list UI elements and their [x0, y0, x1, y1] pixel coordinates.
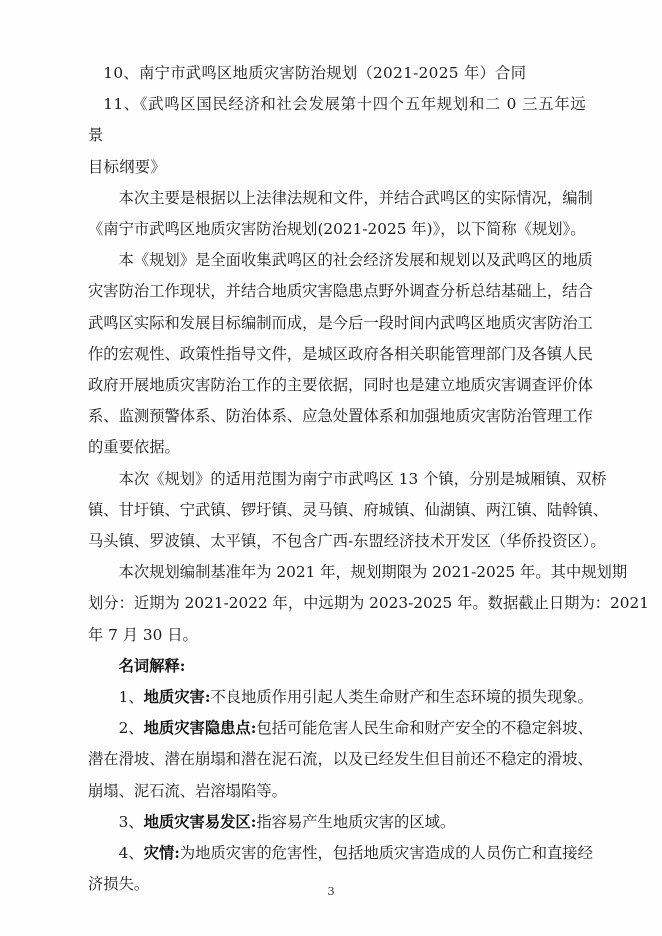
line-text: 作的宏观性、政策性指导文件，是城区政府各相关职能管理部门及各镇人民: [88, 344, 593, 363]
paragraph-basis: [88, 183, 593, 245]
glossary-heading: 名词解释:: [118, 656, 186, 675]
paragraph-line: [88, 308, 593, 339]
glossary-definition: 指容易产生地质灾害的区域。: [256, 812, 456, 831]
line-text: 马头镇、罗波镇、太平镇，不包含广西-东盟经济技术开发区（华侨投资区）。: [88, 532, 606, 551]
glossary-item-2: [88, 713, 593, 807]
glossary-definition: 为地质灾害的危害性，包括地质灾害造成的人员伤亡和直接经: [179, 844, 593, 863]
line-text: 划分：近期为 2021-2022 年，中远期为 2023-2025 年。数据截止日期为：2021: [88, 594, 649, 613]
line-text: 镇、甘圩镇、宁武镇、锣圩镇、灵马镇、府城镇、仙湖镇、两江镇、陆斡镇、: [88, 500, 609, 519]
line-text: 本次规划编制基准年为 2021 年，规划期限为 2021-2025 年。其中规划期: [118, 563, 628, 582]
glossary-line: [88, 682, 593, 713]
paragraph-line: [88, 245, 593, 276]
glossary-number: 4、: [118, 844, 144, 863]
list-item: [88, 58, 586, 89]
line-text: 武鸣区实际和发展目标编制而成，是今后一段时间内武鸣区地质灾害防治工: [88, 313, 593, 332]
line-text: 政府开展地质灾害防治工作的主要依据，同时也是建立地质灾害调查评价体: [88, 376, 593, 395]
paragraph-line: [88, 588, 649, 619]
paragraph-line: [88, 620, 586, 651]
glossary-item-3: [88, 807, 586, 838]
line-text: 的重要依据。: [88, 438, 180, 457]
glossary-line: [88, 807, 586, 838]
glossary-number: 3、: [118, 812, 144, 831]
line-text: 《南宁市武鸣区地质灾害防治规划(2021-2025 年)》，以下简称《规划》。: [88, 220, 586, 239]
glossary-item-1: [88, 682, 593, 713]
paragraph-line: [88, 339, 593, 370]
document-body: [88, 58, 649, 900]
glossary-definition: 包括可能危害人民生命和财产安全的不稳定斜坡、: [256, 719, 593, 738]
glossary-line: [88, 744, 593, 775]
line-text: 本次《规划》的适用范围为南宁市武鸣区 13 个镇，分别是城厢镇、双桥: [118, 469, 607, 488]
line-text: 年 7 月 30 日。: [88, 625, 198, 644]
paragraph-line: [88, 495, 609, 526]
line-text: 系、监测预警体系、防治体系、应急处置体系和加强地质灾害防治管理工作: [88, 407, 593, 426]
glossary-term: 地质灾害易发区:: [143, 812, 257, 831]
page-number: 3: [327, 884, 335, 898]
paragraph-line: [88, 276, 593, 307]
list-item-text: 11、《武鸣区国民经济和社会发展第十四个五年规划和二 0 三五年远景: [88, 95, 586, 145]
list-item-continuation: [88, 152, 586, 183]
paragraph-line: [88, 526, 606, 557]
glossary-line: [88, 776, 586, 807]
glossary-number: 2、: [118, 719, 144, 738]
paragraph-line: [88, 557, 628, 588]
glossary-definition: 不良地质作用引起人类生命财产和生态环境的损失现象。: [210, 688, 593, 707]
list-item: [88, 89, 586, 151]
list-item-text: 目标纲要》: [88, 157, 167, 176]
line-text: 本《规划》是全面收集武鸣区的社会经济发展和规划以及武鸣区的地质: [118, 251, 593, 270]
glossary-term: 地质灾害隐患点:: [143, 719, 257, 738]
paragraph-line: [88, 214, 586, 245]
paragraph-line: [88, 183, 593, 214]
glossary-term: 灾情:: [143, 844, 180, 863]
glossary-number: 1、: [118, 688, 144, 707]
paragraph-line: [88, 401, 593, 432]
line-text: 灾害防治工作现状，并结合地质灾害隐患点野外调查分析总结基础上，结合: [88, 282, 593, 301]
glossary-definition: 济损失。: [88, 875, 150, 894]
glossary-line: [88, 838, 593, 869]
glossary-line: [88, 713, 593, 744]
paragraph-line: [88, 370, 593, 401]
line-text: 本次主要是根据以上法律法规和文件，并结合武鸣区的实际情况，编制: [118, 188, 593, 207]
glossary-term: 地质灾害:: [143, 688, 211, 707]
glossary-definition: 潜在滑坡、潜在崩塌和潜在泥石流，以及已经发生但目前还不稳定的滑坡、: [88, 750, 593, 769]
paragraph-timeframe: [88, 557, 649, 651]
glossary-definition: 崩塌、泥石流、岩溶塌陷等。: [88, 781, 287, 800]
paragraph-plan-nature: [88, 245, 593, 463]
list-item-text: 10、南宁市武鸣区地质灾害防治规划（2021-2025 年）合同: [103, 64, 527, 82]
paragraph-scope: [88, 464, 609, 558]
paragraph-line: [88, 432, 586, 463]
paragraph-line: [88, 464, 607, 495]
